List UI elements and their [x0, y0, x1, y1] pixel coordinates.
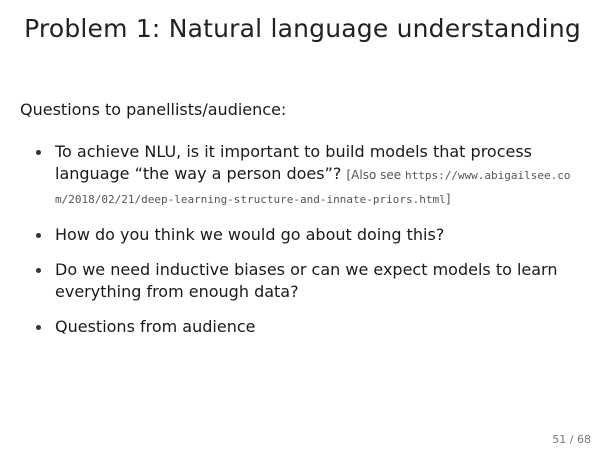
bullet-dot-icon [36, 150, 41, 155]
bullet-item [36, 259, 576, 303]
reference-suffix: ] [445, 192, 451, 206]
reference-prefix: [Also see [346, 168, 405, 182]
bullet-text: Do we need inductive biases or can we expect models to learn everything from enough data? [55, 260, 558, 301]
bullet-item [36, 224, 576, 246]
lead-text: Questions to panellists/audience: [20, 100, 287, 119]
slide-title: Problem 1: Natural language understanding [24, 14, 581, 43]
page-number: 51 / 68 [552, 433, 591, 446]
bullet-dot-icon [36, 325, 41, 330]
bullet-text: Questions from audience [55, 317, 256, 336]
bullet-dot-icon [36, 268, 41, 273]
bullet-item [36, 141, 576, 211]
bullet-text: To achieve NLU, is it important to build models that process language “the way a person does”? [55, 142, 533, 183]
bullet-list [36, 141, 576, 351]
bullet-dot-icon [36, 233, 41, 238]
bullet-text: How do you think we would go about doing this? [55, 225, 445, 244]
bullet-item [36, 316, 576, 338]
reference-link[interactable]: https://www.abigailsee.com/2018/02/21/deep-learning-structure-and-innate-priors.html [55, 169, 571, 206]
